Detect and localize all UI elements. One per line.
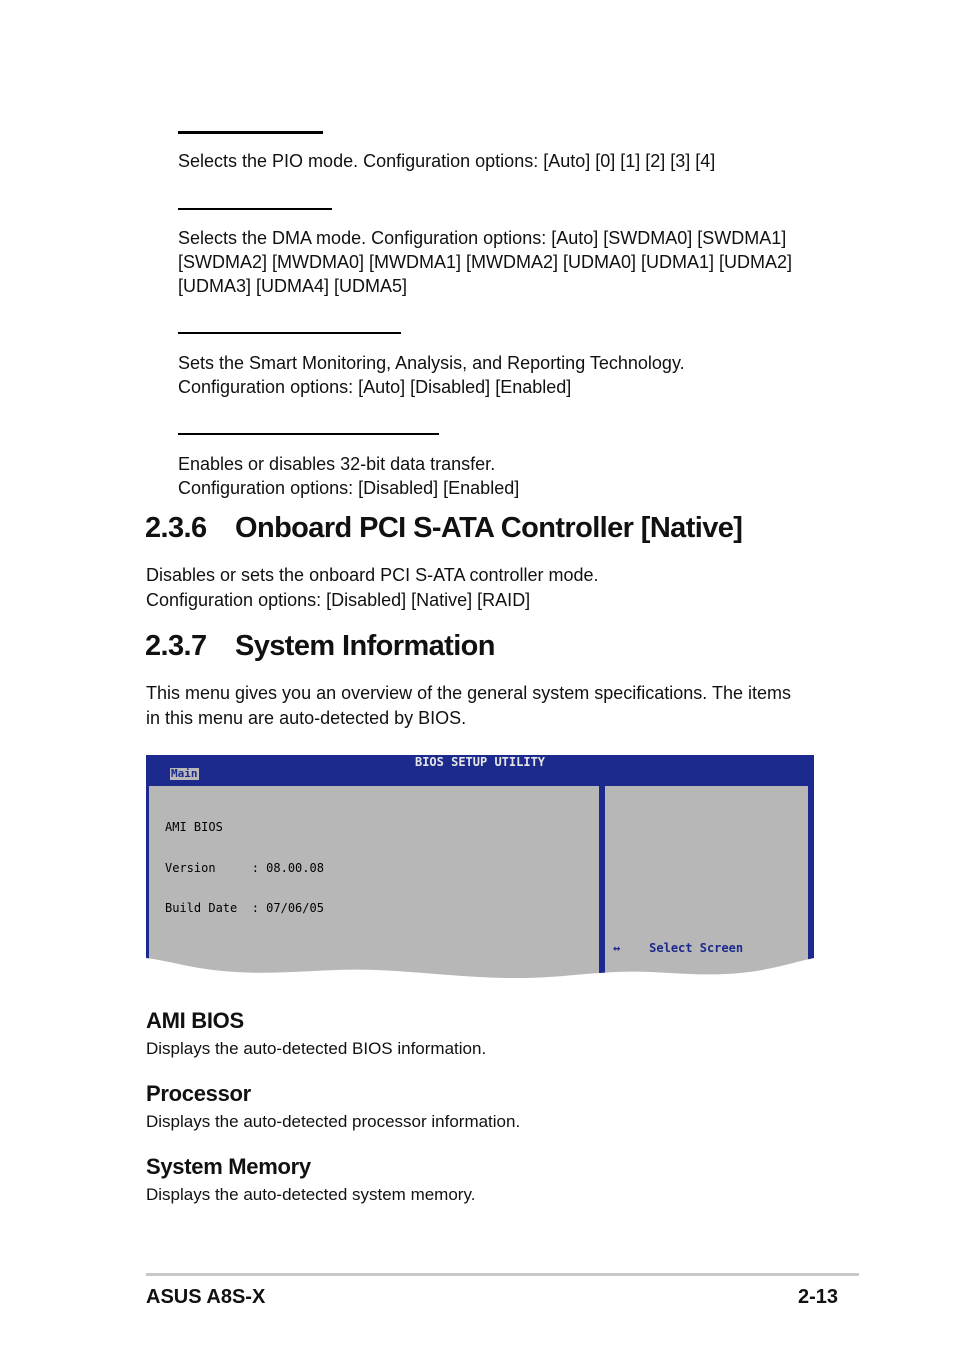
subsection-title: AMI BIOS [146, 1008, 244, 1033]
footer-page-number: 2-13 [798, 1286, 839, 1308]
subsection-description: Displays the auto-detected system memory. [146, 1185, 476, 1204]
bios-line: Version : 08.00.08 [165, 860, 324, 875]
subsection-description: Displays the auto-detected BIOS information. [146, 1039, 487, 1058]
option-heading-rule [178, 208, 332, 210]
subsection-description: Displays the auto-detected processor information. [146, 1112, 521, 1131]
section-title: System Information [235, 630, 495, 662]
option-description: Sets the Smart Monitoring, Analysis, and Reporting Technology. Configuration options: [Auto] [Disabled] [Enabled] [178, 353, 685, 397]
section-title: Onboard PCI S-ATA Controller [Native] [235, 512, 743, 544]
footer-product: ASUS A8S-X [146, 1286, 266, 1308]
footer-rule [146, 1273, 859, 1276]
bios-line: AMI BIOS [165, 820, 223, 834]
bios-title: BIOS SETUP UTILITY [414, 755, 546, 769]
left-right-arrow-icon: ↔ [613, 941, 621, 955]
subsection-title: System Memory [146, 1154, 311, 1179]
bios-tab-main: Main [171, 767, 198, 780]
section-description: Disables or sets the onboard PCI S-ATA controller mode. Configuration options: [Disabled] [Native] [RAID] [146, 565, 599, 610]
bios-help-text: Select Screen [649, 941, 744, 955]
bios-screenshot [146, 755, 814, 978]
option-heading-rule [178, 433, 439, 435]
option-description: Selects the DMA mode. Configuration options: [Auto] [SWDMA0] [SWDMA1] [SWDMA2] [MWDMA0] [MWDMA1] [MWDMA2] [UDMA0] [UDMA1] [UDMA2] [UDMA3] [UDMA4] [UDMA5] [178, 228, 793, 296]
section-heading [145, 512, 742, 545]
bios-line: Build Date : 07/06/05 [165, 901, 324, 915]
option-heading-rule [178, 131, 323, 134]
section-heading [145, 630, 495, 663]
section-description: This menu gives you an overview of the general system specifications. The items in this menu are auto-detected by BIOS. [146, 683, 791, 728]
subsection-title: Processor [146, 1081, 251, 1106]
torn-edge [146, 948, 814, 980]
option-description: Selects the PIO mode. Configuration options: [Auto] [0] [1] [2] [3] [4] [178, 151, 716, 171]
section-number: 2.3.6 [145, 512, 207, 544]
option-description: Enables or disables 32-bit data transfer. Configuration options: [Disabled] [Enabled] [178, 454, 520, 498]
section-number: 2.3.7 [145, 630, 207, 662]
bios-title-bar [146, 755, 814, 781]
option-heading-rule [178, 332, 401, 334]
